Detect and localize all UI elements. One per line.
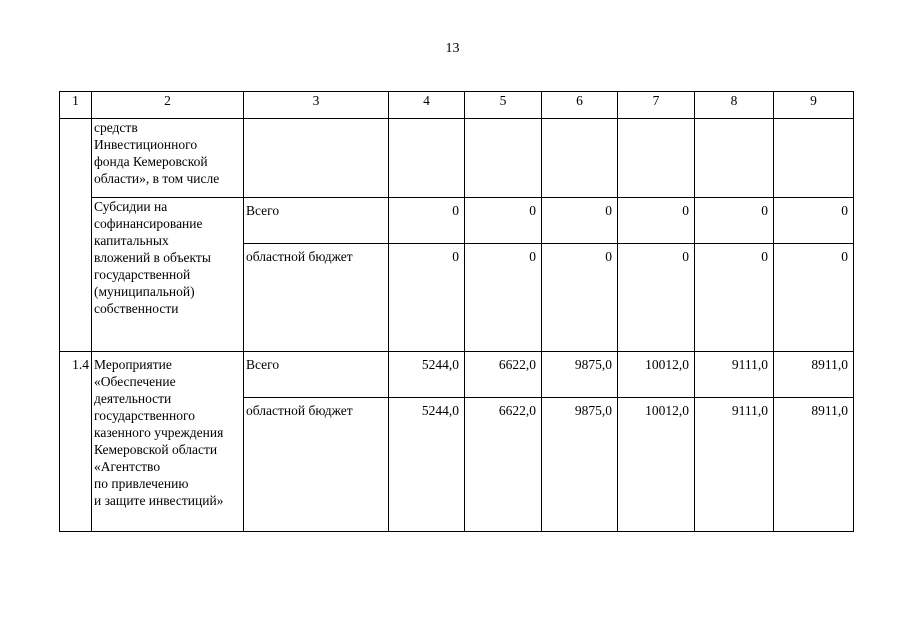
- value-cell: 10012,0: [618, 398, 695, 532]
- table-row: [60, 119, 854, 198]
- budget-table: [59, 91, 854, 532]
- table-row: [60, 352, 854, 398]
- value-cell: 0: [695, 244, 774, 352]
- value-cell: 10012,0: [618, 352, 695, 398]
- value-cell: 0: [542, 244, 618, 352]
- value-cell: 5244,0: [389, 352, 465, 398]
- header-cell: 6: [542, 92, 618, 119]
- value-cell: 0: [695, 198, 774, 244]
- value-cell: 0: [618, 198, 695, 244]
- description-cell: Мероприятие «Обеспечение деятельности государственного казенного учреждения Кемеровской области «Агентство по привлечению и защите инвестиций»: [92, 352, 244, 532]
- value-cell: 0: [542, 198, 618, 244]
- table-row: [60, 198, 854, 244]
- value-cell: [465, 119, 542, 198]
- value-cell: 0: [389, 244, 465, 352]
- description-cell: Субсидии на софинансирование капитальных вложений в объекты государственной (муниципальной) собственности: [92, 198, 244, 352]
- value-cell: 0: [774, 244, 854, 352]
- source-cell: [244, 119, 389, 198]
- value-cell: [389, 119, 465, 198]
- value-cell: [695, 119, 774, 198]
- page-number: 13: [445, 41, 460, 56]
- header-cell: 3: [244, 92, 389, 119]
- value-cell: [774, 119, 854, 198]
- header-cell: 4: [389, 92, 465, 119]
- source-cell: областной бюджет: [244, 398, 389, 532]
- value-cell: [618, 119, 695, 198]
- header-cell: 7: [618, 92, 695, 119]
- value-cell: 0: [465, 244, 542, 352]
- value-cell: 0: [774, 198, 854, 244]
- source-cell: Всего: [244, 352, 389, 398]
- row-number-cell: [60, 119, 92, 352]
- header-cell: 1: [60, 92, 92, 119]
- value-cell: 0: [389, 198, 465, 244]
- header-cell: 8: [695, 92, 774, 119]
- header-cell: 5: [465, 92, 542, 119]
- value-cell: 8911,0: [774, 352, 854, 398]
- header-cell: 9: [774, 92, 854, 119]
- value-cell: 9111,0: [695, 398, 774, 532]
- value-cell: 8911,0: [774, 398, 854, 532]
- value-cell: [542, 119, 618, 198]
- value-cell: 9111,0: [695, 352, 774, 398]
- table-header-row: [60, 92, 854, 119]
- value-cell: 9875,0: [542, 352, 618, 398]
- value-cell: 0: [618, 244, 695, 352]
- header-cell: 2: [92, 92, 244, 119]
- row-number-cell: 1.4: [60, 352, 92, 532]
- value-cell: 0: [465, 198, 542, 244]
- source-cell: Всего: [244, 198, 389, 244]
- source-cell: областной бюджет: [244, 244, 389, 352]
- description-cell: средств Инвестиционного фонда Кемеровской области», в том числе: [92, 119, 244, 198]
- value-cell: 6622,0: [465, 398, 542, 532]
- value-cell: 9875,0: [542, 398, 618, 532]
- value-cell: 6622,0: [465, 352, 542, 398]
- value-cell: 5244,0: [389, 398, 465, 532]
